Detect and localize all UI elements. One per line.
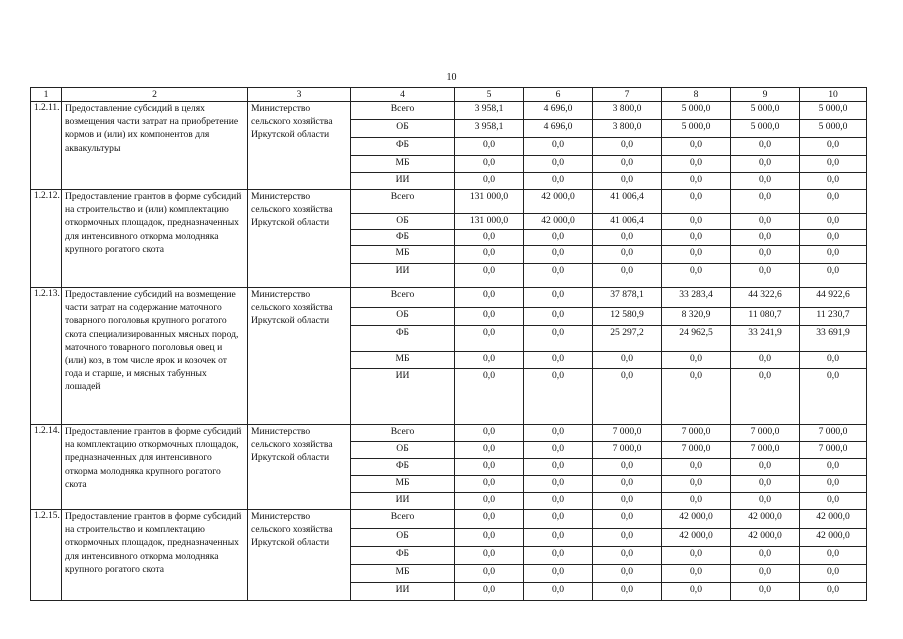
amount-cell: 0,0: [731, 493, 800, 510]
amount-cell: 0,0: [455, 246, 524, 264]
funding-source: ИИ: [351, 583, 455, 601]
item-description: Предоставление грантов в форме субсидий на строительство и комплектацию откормочных площадок, предназначенных для интенсивного откорма молодняка крупного рогатого скота: [62, 510, 248, 601]
funding-source: ОБ: [351, 308, 455, 326]
amount-cell: 0,0: [593, 173, 662, 190]
item-executor: Министерство сельского хозяйства Иркутской области: [248, 190, 351, 288]
amount-cell: 0,0: [524, 493, 593, 510]
amount-cell: 0,0: [455, 529, 524, 547]
amount-cell: 0,0: [524, 476, 593, 493]
amount-cell: 0,0: [800, 138, 867, 156]
amount-cell: 0,0: [662, 352, 731, 369]
amount-cell: 7 000,0: [800, 442, 867, 459]
amount-cell: 7 000,0: [662, 425, 731, 442]
amount-cell: 0,0: [524, 510, 593, 529]
amount-cell: 3 958,1: [455, 102, 524, 120]
amount-cell: 131 000,0: [455, 190, 524, 214]
table-row: [31, 190, 867, 214]
table-row: [31, 510, 867, 529]
amount-cell: 41 006,4: [593, 190, 662, 214]
column-header: 6: [524, 88, 593, 102]
amount-cell: 3 800,0: [593, 102, 662, 120]
funding-source: ФБ: [351, 326, 455, 352]
column-header: 4: [351, 88, 455, 102]
amount-cell: 0,0: [800, 583, 867, 601]
amount-cell: 0,0: [731, 230, 800, 246]
amount-cell: 8 320,9: [662, 308, 731, 326]
amount-cell: 0,0: [455, 459, 524, 476]
amount-cell: 42 000,0: [800, 510, 867, 529]
item-code: 1.2.15.: [31, 510, 62, 601]
amount-cell: 0,0: [524, 230, 593, 246]
item-description: Предоставление субсидий в целях возмещения части затрат на приобретение кормов и (или) их компонентов для аквакультуры: [62, 102, 248, 190]
funding-source: ОБ: [351, 529, 455, 547]
amount-cell: 0,0: [524, 529, 593, 547]
amount-cell: 0,0: [593, 547, 662, 565]
amount-cell: 0,0: [524, 459, 593, 476]
amount-cell: 0,0: [731, 565, 800, 583]
amount-cell: 0,0: [800, 264, 867, 288]
item-code: 1.2.11.: [31, 102, 62, 190]
amount-cell: 25 297,2: [593, 326, 662, 352]
item-description: Предоставление субсидий на возмещение части затрат на содержание маточного товарного поголовья крупного рогатого скота специализированных мясных пород, маточного товарного поголовья овец и (или) коз, в том числе ярок и козочек от года и старше, и мясных табунных лошадей: [62, 288, 248, 425]
funding-source: ИИ: [351, 173, 455, 190]
amount-cell: 0,0: [455, 565, 524, 583]
amount-cell: 0,0: [524, 352, 593, 369]
amount-cell: 131 000,0: [455, 214, 524, 230]
amount-cell: 0,0: [662, 493, 731, 510]
page-number: 10: [446, 72, 457, 83]
amount-cell: 0,0: [455, 308, 524, 326]
amount-cell: 0,0: [455, 288, 524, 308]
amount-cell: 0,0: [800, 369, 867, 425]
amount-cell: 0,0: [731, 138, 800, 156]
item-description: Предоставление грантов в форме субсидий на комплектацию откормочных площадок, предназначенных для интенсивного откорма молодняка крупного рогатого скота: [62, 425, 248, 510]
amount-cell: 0,0: [593, 264, 662, 288]
funding-source: Всего: [351, 102, 455, 120]
amount-cell: 0,0: [593, 246, 662, 264]
amount-cell: 0,0: [593, 493, 662, 510]
amount-cell: 0,0: [455, 173, 524, 190]
column-header: 1: [31, 88, 62, 102]
amount-cell: 42 000,0: [800, 529, 867, 547]
amount-cell: 3 800,0: [593, 120, 662, 138]
column-header: 10: [800, 88, 867, 102]
amount-cell: 0,0: [731, 583, 800, 601]
amount-cell: 0,0: [800, 190, 867, 214]
amount-cell: 0,0: [524, 583, 593, 601]
amount-cell: 0,0: [455, 425, 524, 442]
funding-source: ФБ: [351, 138, 455, 156]
amount-cell: 0,0: [593, 459, 662, 476]
amount-cell: 0,0: [524, 156, 593, 173]
amount-cell: 0,0: [455, 547, 524, 565]
amount-cell: 0,0: [731, 352, 800, 369]
amount-cell: 42 000,0: [524, 190, 593, 214]
amount-cell: 0,0: [524, 565, 593, 583]
amount-cell: 0,0: [593, 565, 662, 583]
amount-cell: 0,0: [800, 230, 867, 246]
amount-cell: 0,0: [455, 352, 524, 369]
funding-source: Всего: [351, 190, 455, 214]
funding-source: Всего: [351, 425, 455, 442]
amount-cell: 42 000,0: [662, 510, 731, 529]
amount-cell: 5 000,0: [662, 102, 731, 120]
amount-cell: 0,0: [524, 326, 593, 352]
column-header: 2: [62, 88, 248, 102]
amount-cell: 0,0: [800, 459, 867, 476]
amount-cell: 0,0: [593, 369, 662, 425]
amount-cell: 37 878,1: [593, 288, 662, 308]
amount-cell: 5 000,0: [731, 102, 800, 120]
amount-cell: 0,0: [524, 547, 593, 565]
funding-source: ФБ: [351, 459, 455, 476]
amount-cell: 0,0: [662, 264, 731, 288]
funding-source: МБ: [351, 565, 455, 583]
amount-cell: 0,0: [593, 230, 662, 246]
amount-cell: 11 230,7: [800, 308, 867, 326]
amount-cell: 0,0: [662, 214, 731, 230]
funding-source: ФБ: [351, 547, 455, 565]
budget-table: [30, 87, 867, 601]
funding-source: ИИ: [351, 369, 455, 425]
amount-cell: 0,0: [731, 547, 800, 565]
amount-cell: 0,0: [593, 510, 662, 529]
amount-cell: 0,0: [524, 425, 593, 442]
amount-cell: 0,0: [800, 246, 867, 264]
amount-cell: 7 000,0: [800, 425, 867, 442]
amount-cell: 0,0: [662, 476, 731, 493]
amount-cell: 0,0: [524, 369, 593, 425]
amount-cell: 0,0: [455, 369, 524, 425]
amount-cell: 0,0: [455, 583, 524, 601]
amount-cell: 0,0: [731, 156, 800, 173]
column-header: 3: [248, 88, 351, 102]
amount-cell: 0,0: [662, 173, 731, 190]
amount-cell: 0,0: [731, 214, 800, 230]
amount-cell: 0,0: [800, 214, 867, 230]
item-description: Предоставление грантов в форме субсидий на строительство и (или) комплектацию откормочных площадок, предназначенных для интенсивного откорма молодняка крупного рогатого скота: [62, 190, 248, 288]
amount-cell: 7 000,0: [662, 442, 731, 459]
column-header: 8: [662, 88, 731, 102]
amount-cell: 0,0: [731, 459, 800, 476]
amount-cell: 5 000,0: [662, 120, 731, 138]
amount-cell: 33 691,9: [800, 326, 867, 352]
amount-cell: 7 000,0: [731, 442, 800, 459]
amount-cell: 42 000,0: [662, 529, 731, 547]
column-header: 7: [593, 88, 662, 102]
table-row: [31, 288, 867, 308]
amount-cell: 0,0: [800, 493, 867, 510]
amount-cell: 5 000,0: [731, 120, 800, 138]
amount-cell: 0,0: [524, 173, 593, 190]
funding-source: ФБ: [351, 230, 455, 246]
amount-cell: 11 080,7: [731, 308, 800, 326]
amount-cell: 0,0: [662, 547, 731, 565]
amount-cell: 0,0: [662, 565, 731, 583]
amount-cell: 0,0: [455, 326, 524, 352]
amount-cell: 0,0: [731, 264, 800, 288]
amount-cell: 42 000,0: [731, 529, 800, 547]
column-header: 9: [731, 88, 800, 102]
amount-cell: 0,0: [800, 173, 867, 190]
amount-cell: 0,0: [524, 308, 593, 326]
amount-cell: 0,0: [455, 156, 524, 173]
amount-cell: 3 958,1: [455, 120, 524, 138]
amount-cell: 33 283,4: [662, 288, 731, 308]
amount-cell: 0,0: [731, 369, 800, 425]
funding-source: ОБ: [351, 120, 455, 138]
amount-cell: 0,0: [455, 510, 524, 529]
amount-cell: 0,0: [662, 138, 731, 156]
amount-cell: 24 962,5: [662, 326, 731, 352]
amount-cell: 0,0: [455, 264, 524, 288]
amount-cell: 0,0: [455, 138, 524, 156]
funding-source: ОБ: [351, 214, 455, 230]
item-executor: Министерство сельского хозяйства Иркутской области: [248, 288, 351, 425]
amount-cell: 0,0: [455, 476, 524, 493]
amount-cell: 33 241,9: [731, 326, 800, 352]
amount-cell: 0,0: [524, 288, 593, 308]
amount-cell: 0,0: [593, 352, 662, 369]
amount-cell: 0,0: [662, 156, 731, 173]
column-header: 5: [455, 88, 524, 102]
amount-cell: 0,0: [593, 583, 662, 601]
item-code: 1.2.13.: [31, 288, 62, 425]
amount-cell: 5 000,0: [800, 102, 867, 120]
amount-cell: 41 006,4: [593, 214, 662, 230]
funding-source: МБ: [351, 156, 455, 173]
funding-source: МБ: [351, 352, 455, 369]
item-code: 1.2.12.: [31, 190, 62, 288]
amount-cell: 0,0: [524, 138, 593, 156]
amount-cell: 0,0: [731, 246, 800, 264]
funding-source: ИИ: [351, 264, 455, 288]
funding-source: ИИ: [351, 493, 455, 510]
table-row: [31, 102, 867, 120]
amount-cell: 0,0: [662, 459, 731, 476]
amount-cell: 42 000,0: [524, 214, 593, 230]
amount-cell: 12 580,9: [593, 308, 662, 326]
funding-source: Всего: [351, 288, 455, 308]
amount-cell: 0,0: [662, 190, 731, 214]
amount-cell: 0,0: [593, 529, 662, 547]
amount-cell: 0,0: [524, 442, 593, 459]
amount-cell: 0,0: [800, 476, 867, 493]
amount-cell: 0,0: [731, 190, 800, 214]
amount-cell: 0,0: [593, 156, 662, 173]
amount-cell: 0,0: [593, 476, 662, 493]
amount-cell: 0,0: [455, 493, 524, 510]
funding-source: ОБ: [351, 442, 455, 459]
amount-cell: 0,0: [800, 565, 867, 583]
item-executor: Министерство сельского хозяйства Иркутской области: [248, 510, 351, 601]
amount-cell: 0,0: [593, 138, 662, 156]
amount-cell: 0,0: [731, 476, 800, 493]
funding-source: МБ: [351, 476, 455, 493]
amount-cell: 0,0: [662, 246, 731, 264]
amount-cell: 0,0: [662, 369, 731, 425]
amount-cell: 44 922,6: [800, 288, 867, 308]
amount-cell: 7 000,0: [731, 425, 800, 442]
table-row: [31, 425, 867, 442]
amount-cell: 0,0: [455, 230, 524, 246]
amount-cell: 0,0: [800, 156, 867, 173]
amount-cell: 5 000,0: [800, 120, 867, 138]
amount-cell: 0,0: [662, 230, 731, 246]
amount-cell: 4 696,0: [524, 120, 593, 138]
column-header-row: [31, 88, 867, 102]
funding-source: МБ: [351, 246, 455, 264]
amount-cell: 0,0: [524, 264, 593, 288]
item-executor: Министерство сельского хозяйства Иркутской области: [248, 425, 351, 510]
amount-cell: 7 000,0: [593, 442, 662, 459]
item-code: 1.2.14.: [31, 425, 62, 510]
funding-source: Всего: [351, 510, 455, 529]
amount-cell: 0,0: [800, 352, 867, 369]
amount-cell: 4 696,0: [524, 102, 593, 120]
amount-cell: 0,0: [455, 442, 524, 459]
amount-cell: 7 000,0: [593, 425, 662, 442]
amount-cell: 42 000,0: [731, 510, 800, 529]
amount-cell: 0,0: [800, 547, 867, 565]
amount-cell: 0,0: [662, 583, 731, 601]
amount-cell: 0,0: [524, 246, 593, 264]
amount-cell: 44 322,6: [731, 288, 800, 308]
item-executor: Министерство сельского хозяйства Иркутской области: [248, 102, 351, 190]
amount-cell: 0,0: [731, 173, 800, 190]
